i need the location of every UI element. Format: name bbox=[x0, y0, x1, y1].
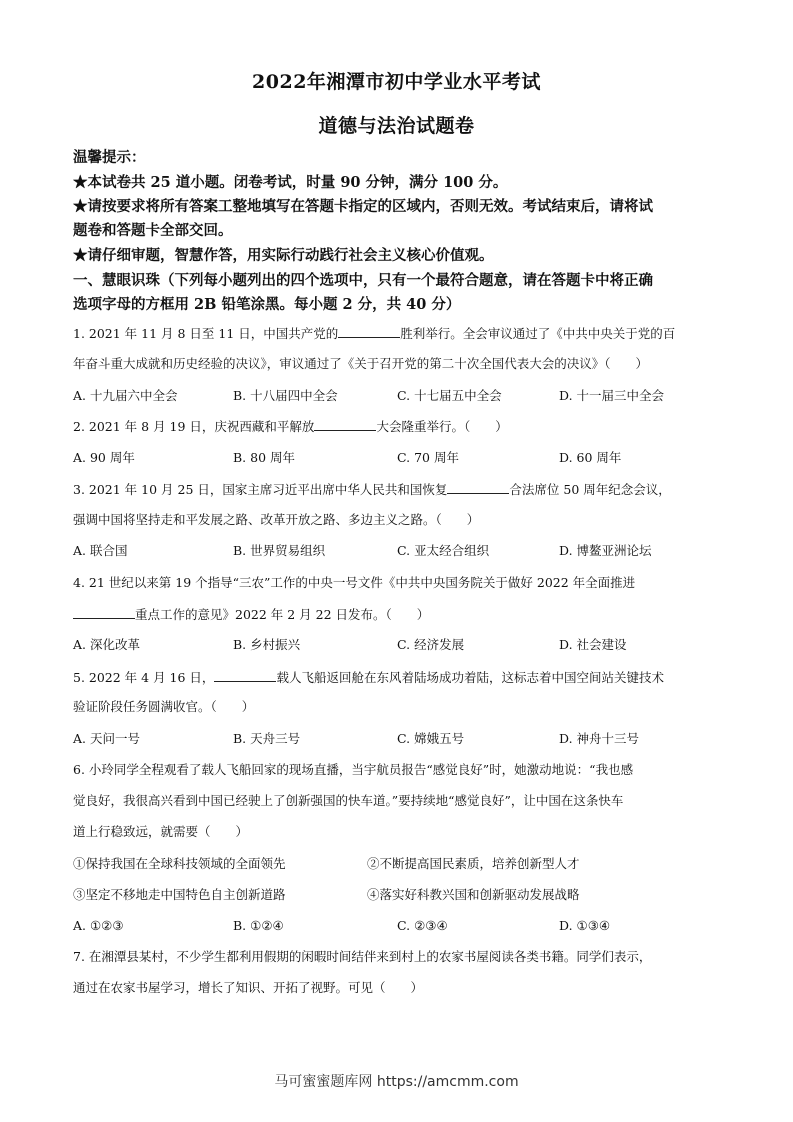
question-5-line-a bbox=[73, 669, 723, 686]
q5-option-c: C. 嫦娥五号 bbox=[397, 731, 465, 746]
q3-option-a: A. 联合国 bbox=[73, 543, 128, 558]
answer-blank bbox=[314, 418, 376, 431]
q6-option-d: D. ①③④ bbox=[559, 918, 611, 933]
q2-option-a: A. 90 周年 bbox=[73, 450, 135, 465]
q1-option-a: A. 十九届六中全会 bbox=[73, 388, 178, 403]
question-6-line-a: 6. 小玲同学全程观看了载人飞船回家的现场直播，当宇航员报告“感觉良好”时，她激动地说：“我也感 bbox=[73, 762, 634, 777]
q4-option-c: C. 经济发展 bbox=[397, 637, 465, 652]
q6-option-c: C. ②③④ bbox=[397, 918, 448, 933]
q1-option-c: C. 十七届五中全会 bbox=[397, 388, 502, 403]
q2-option-d: D. 60 周年 bbox=[559, 450, 622, 465]
question-6-line-c: 道上行稳致远，就需要（ ） bbox=[73, 824, 249, 839]
question-text: 重点工作的意见》2022 年 2 月 22 日发布。（ ） bbox=[135, 607, 430, 622]
question-2-line-a bbox=[73, 418, 723, 435]
page-subtitle: 道德与法治试题卷 bbox=[318, 115, 475, 137]
question-1-line-a bbox=[73, 325, 723, 342]
q6-option-a: A. ①②③ bbox=[73, 918, 124, 933]
q4-option-a: A. 深化改革 bbox=[73, 637, 140, 652]
q6-item-4: ④落实好科教兴国和创新驱动发展战略 bbox=[367, 887, 580, 902]
question-3-line-b: 强调中国将坚持走和平发展之路、改革开放之路、多边主义之路。（ ） bbox=[73, 512, 480, 527]
q6-item-1: ①保持我国在全球科技领域的全面领先 bbox=[73, 856, 286, 871]
question-text: 载人飞船返回舱在东风着陆场成功着陆，这标志着中国空间站关键技术 bbox=[276, 670, 664, 685]
question-text: 5. 2022 年 4 月 16 日， bbox=[73, 670, 215, 685]
question-1-line-b: 年奋斗重大成就和历史经验的决议》，审议通过了《关于召开党的第二十次全国代表大会的决议》（ ） bbox=[73, 356, 649, 371]
question-4-line-b bbox=[73, 606, 723, 623]
q5-option-b: B. 天舟三号 bbox=[233, 731, 301, 746]
q3-option-b: B. 世界贸易组织 bbox=[233, 543, 326, 558]
question-text: 1. 2021 年 11 月 8 日至 11 日，中国共产党的 bbox=[73, 326, 339, 341]
q3-option-d: D. 博鳌亚洲论坛 bbox=[559, 543, 652, 558]
q4-option-b: B. 乡村振兴 bbox=[233, 637, 301, 652]
question-text: 大会隆重举行。（ ） bbox=[376, 419, 508, 434]
question-7-line-a: 7. 在湘潭县某村，不少学生都利用假期的闲暇时间结伴来到村上的农家书屋阅读各类书籍。同学们表示， bbox=[73, 949, 652, 964]
section-heading-b: 选项字母的方框用 2B 铅笔涂黑。每小题 2 分，共 40 分） bbox=[73, 296, 461, 313]
tips-line-2b: 题卷和答题卡全部交回。 bbox=[73, 222, 233, 239]
q6-item-2: ②不断提高国民素质，培养创新型人才 bbox=[367, 856, 580, 871]
answer-blank bbox=[214, 669, 276, 682]
question-text: 2. 2021 年 8 月 19 日，庆祝西藏和平解放 bbox=[73, 419, 315, 434]
question-4-line-a: 4. 21 世纪以来第 19 个指导“三农”工作的中央一号文件《中共中央国务院关于做好 2022 年全面推进 bbox=[73, 575, 636, 590]
question-5-line-b: 验证阶段任务圆满收官。（ ） bbox=[73, 699, 255, 714]
q1-option-d: D. 十一届三中全会 bbox=[559, 388, 665, 403]
q6-item-3: ③坚定不移地走中国特色自主创新道路 bbox=[73, 887, 286, 902]
question-text: 合法席位 50 周年纪念会议， bbox=[509, 482, 671, 497]
q5-option-a: A. 天问一号 bbox=[73, 731, 140, 746]
footer-watermark: 马可蜜蜜题库网 https://amcmm.com bbox=[274, 1074, 519, 1090]
tips-line-1: ★本试卷共 25 道小题。闭卷考试，时量 90 分钟，满分 100 分。 bbox=[73, 174, 508, 191]
tips-line-3: ★请仔细审题，智慧作答，用实际行动践行社会主义核心价值观。 bbox=[73, 247, 494, 264]
q5-option-d: D. 神舟十三号 bbox=[559, 731, 640, 746]
question-text: 3. 2021 年 10 月 25 日，国家主席习近平出席中华人民共和国恢复 bbox=[73, 482, 448, 497]
answer-blank bbox=[338, 325, 400, 338]
q1-option-b: B. 十八届四中全会 bbox=[233, 388, 338, 403]
page-title: 2022年湘潭市初中学业水平考试 bbox=[252, 71, 541, 93]
answer-blank bbox=[73, 606, 135, 619]
q6-option-b: B. ①②④ bbox=[233, 918, 284, 933]
q2-option-c: C. 70 周年 bbox=[397, 450, 459, 465]
question-7-line-b: 通过在农家书屋学习，增长了知识、开拓了视野。可见（ ） bbox=[73, 980, 424, 995]
section-heading-a: 一、慧眼识珠（下列每小题列出的四个选项中，只有一个最符合题意，请在答题卡中将正确 bbox=[73, 272, 653, 289]
q4-option-d: D. 社会建设 bbox=[559, 637, 627, 652]
tips-line-2a: ★请按要求将所有答案工整地填写在答题卡指定的区域内，否则无效。考试结束后，请将试 bbox=[73, 198, 653, 215]
question-6-line-b: 觉良好，我很高兴看到中国已经驶上了创新强国的快车道。”要持续地“感觉良好”，让中国在这条快车 bbox=[73, 793, 624, 808]
tips-label: 温馨提示： bbox=[73, 149, 146, 166]
question-text: 胜利举行。全会审议通过了《中共中央关于党的百 bbox=[400, 326, 676, 341]
answer-blank bbox=[447, 481, 509, 494]
q2-option-b: B. 80 周年 bbox=[233, 450, 296, 465]
question-3-line-a bbox=[73, 481, 723, 498]
q3-option-c: C. 亚太经合组织 bbox=[397, 543, 490, 558]
